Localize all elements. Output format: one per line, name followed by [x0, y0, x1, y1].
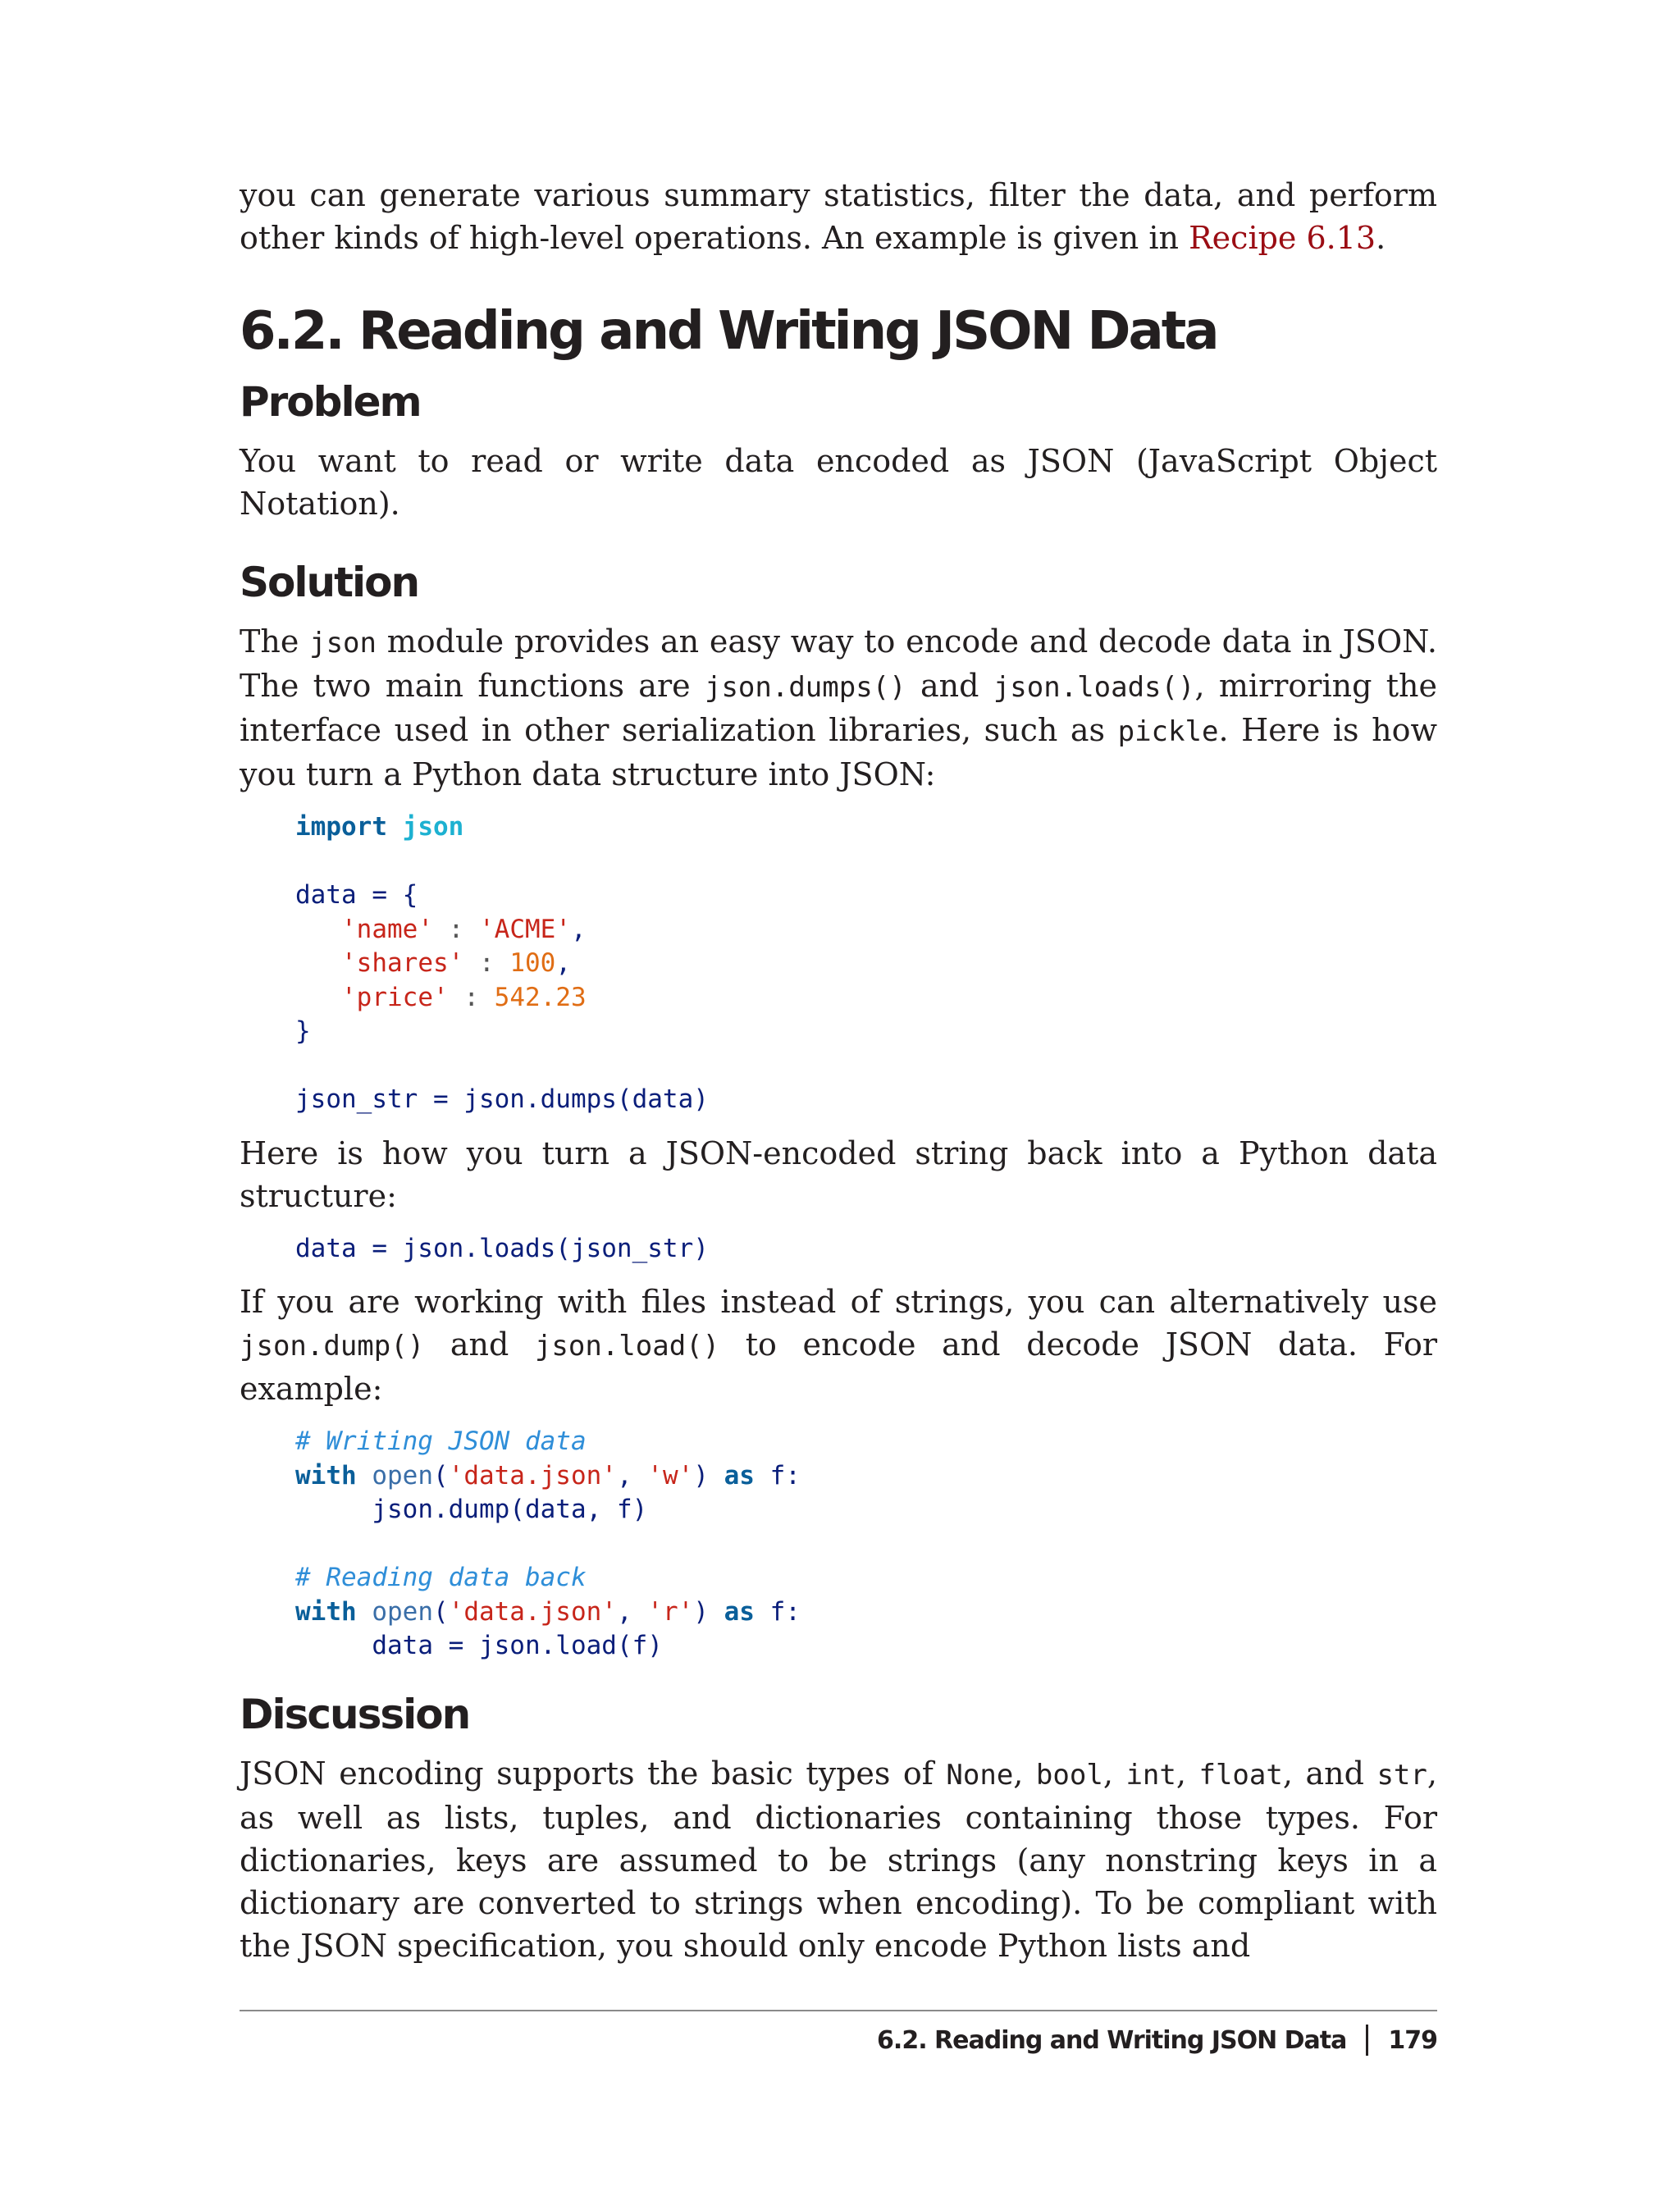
code-block-decode: data = json.loads(json_str) — [295, 1233, 709, 1263]
code-block-encode: import json data = { 'name' : 'ACME', 'shares' : 100, 'price' : 542.23 } json_str = json.dumps(data) — [295, 812, 709, 1114]
code-block-files: # Writing JSON data with open('data.json', 'w') as f: json.dump(data, f) # Reading data back with open('data.json', 'r') as f: data = json.load(f) — [295, 1427, 801, 1660]
decode-paragraph: Here is how you turn a JSON-encoded string back into a Python data structure: — [240, 1134, 1437, 1214]
page-content — [240, 174, 1437, 1967]
solution-paragraph: The json module provides an easy way to encode and decode data in JSON. The two main functions are json.dumps() and json.loads(), mirroring the interface used in other serialization libraries, such as pickle. Here is how you turn a Python data structure into JSON: — [240, 623, 1438, 792]
inline-code-int: int — [1125, 1758, 1176, 1792]
intro-paragraph — [240, 174, 1437, 259]
page-number: 179 — [1388, 2025, 1437, 2055]
inline-code-dump: json.dump() — [240, 1330, 425, 1363]
intro-end: . — [1376, 220, 1386, 256]
section-title: 6.2. Reading and Writing JSON Data — [240, 301, 1217, 362]
solution-heading: Solution — [240, 559, 419, 606]
running-title: 6.2. Reading and Writing JSON Data — [877, 2025, 1347, 2055]
files-paragraph: If you are working with files instead of strings, you can alternatively use json.dump() and json.load() to encode and decode JSON data. For example: — [240, 1284, 1437, 1407]
inline-code-load: json.load() — [534, 1330, 720, 1363]
inline-code-float: float — [1198, 1758, 1283, 1792]
inline-code-pickle: pickle — [1117, 715, 1219, 748]
inline-code-bool: bool — [1035, 1758, 1103, 1792]
discussion-heading: Discussion — [240, 1690, 470, 1738]
inline-code-json: json — [309, 627, 377, 660]
inline-code-none: None — [946, 1758, 1014, 1792]
problem-heading: Problem — [240, 378, 421, 426]
inline-code-str: str — [1376, 1758, 1427, 1792]
inline-code-dumps: json.dumps() — [704, 671, 906, 704]
discussion-paragraph: JSON encoding supports the basic types of None, bool, int, float, and str, as well as lists, tuples, and dictionaries containing those types. For dictionaries, keys are assumed to be strings (any nonstring keys in a dictionary are converted to strings when encoding). To be compliant with the JSON specification, you should only encode Python lists and — [240, 1755, 1437, 1964]
inline-code-loads: json.loads() — [993, 671, 1195, 704]
footer-divider — [240, 2010, 1437, 2011]
intro-text: you can generate various summary statistics, filter the data, and perform other kinds of high-level operations. An example is given in — [240, 177, 1437, 256]
problem-text: You want to read or write data encoded as JSON (JavaScript Object Notation). — [240, 443, 1437, 522]
recipe-link[interactable]: Recipe 6.13 — [1189, 220, 1376, 256]
page-footer — [877, 2025, 1437, 2056]
footer-separator — [1366, 2025, 1368, 2056]
